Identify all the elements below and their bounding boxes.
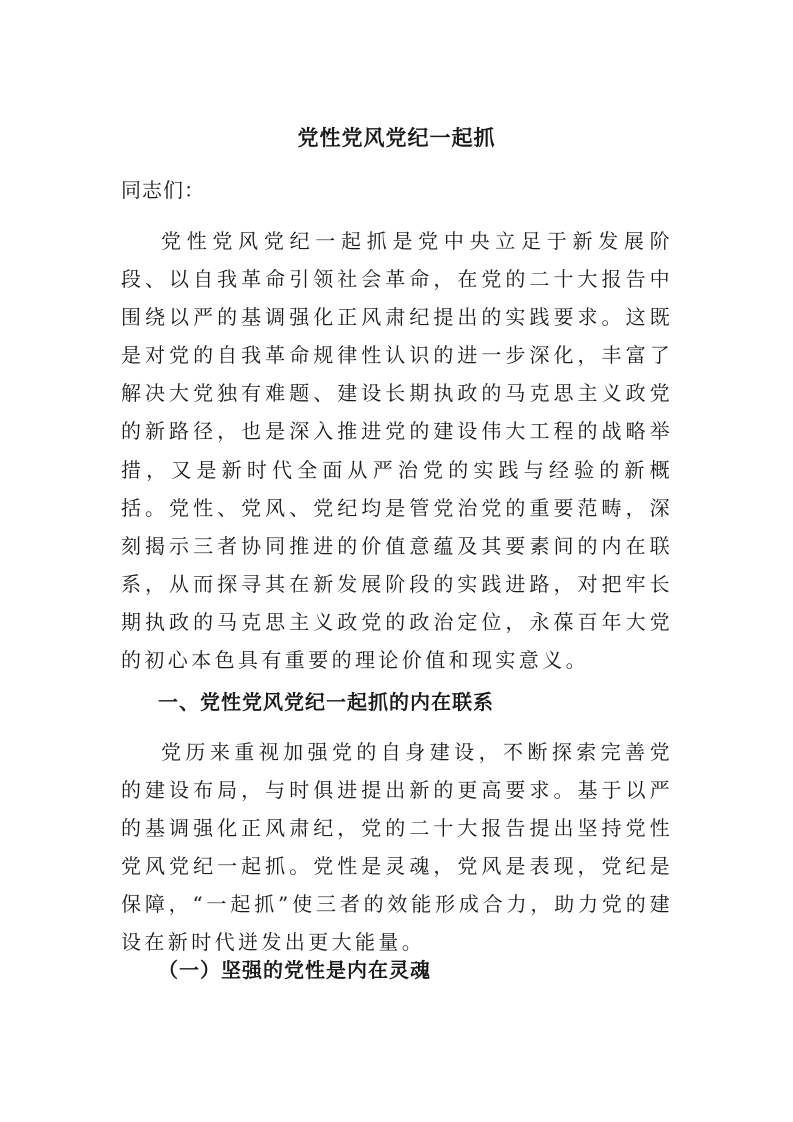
subsection-heading-1: （一）坚强的党性是内在灵魂 <box>158 958 431 982</box>
salutation: 同志们： <box>121 178 205 202</box>
body-paragraph-1: 党性党风党纪一起抓是党中央立足于新发展阶段、以自我革命引领社会革命，在党的二十大报告中围绕以严的基调强化正风肃纪提出的实践要求。这既是对党的自我革命规律性认识的进一步深化，丰富了解决大党独有难题、建设长期执政的马克思主义政党的新路径，也是深入推进党的建设伟大工程的战略举措，又是新时代全面从严治党的实践与经验的新概括。党性、党风、党纪均是管党治党的重要范畴，深刻揭示三者协同推进的价值意蕴及其要素间的内在联系，从而探寻其在新发展阶段的实践进路，对把牢长期执政的马克思主义政党的政治定位，永葆百年大党的初心本色具有重要的理论价值和现实意义。 <box>121 229 673 673</box>
document-title: 党性党风党纪一起抓 <box>297 125 496 150</box>
body-paragraph-2: 党历来重视加强党的自身建设，不断探索完善党的建设布局，与时俱进提出新的更高要求。基于以严的基调强化正风肃纪，党的二十大报告提出坚持党性党风党纪一起抓。党性是灵魂，党风是表现，党纪是保障，“一起抓”使三者的效能形成合力，助力党的建设在新时代迸发出更大能量。 <box>121 740 673 955</box>
section-heading-1: 一、党性党风党纪一起抓的内在联系 <box>158 690 494 714</box>
